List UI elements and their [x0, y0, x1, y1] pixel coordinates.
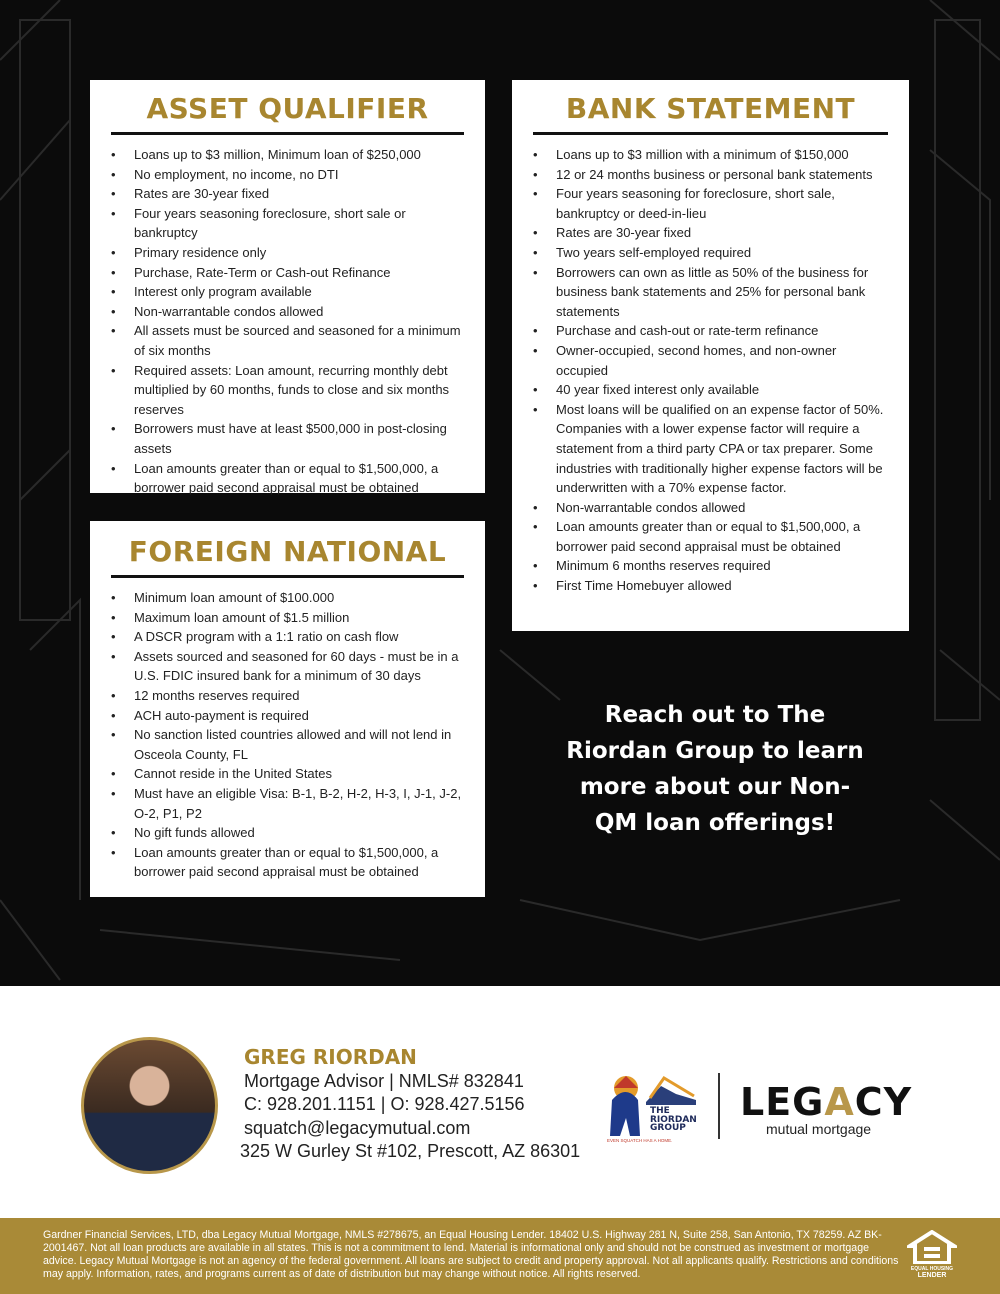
list-item: • No sanction listed countries allowed and will not lend in Osceola County, FL: [111, 725, 464, 764]
foreign-national-list: [111, 588, 464, 882]
contact-name: GREG RIORDAN: [244, 1045, 417, 1069]
list-item: • Four years seasoning foreclosure, short sale or bankruptcy: [111, 204, 464, 243]
list-item: • No employment, no income, no DTI: [111, 165, 464, 185]
list-item: • Owner-occupied, second homes, and non-owner occupied: [533, 341, 888, 380]
list-item: • Loans up to $3 million with a minimum of $150,000: [533, 145, 888, 165]
list-item: • Most loans will be qualified on an expense factor of 50%. Companies with a lower expense factor will require a statement from a third party CPA or tax preparer. Some industries with traditionally higher expense factors will be underwritten with a 70% expense factor.: [533, 400, 888, 498]
list-item: • First Time Homebuyer allowed: [533, 576, 888, 596]
legacy-logo: LEGACY: [740, 1080, 913, 1124]
list-item: • Maximum loan amount of $1.5 million: [111, 608, 464, 628]
call-to-action: Reach out to The Riordan Group to learn more about our Non-QM loan offerings!: [566, 702, 864, 836]
list-item: • Borrowers can own as little as 50% of the business for business bank statements and 25% for personal bank statements: [533, 263, 888, 322]
list-item: • Loan amounts greater than or equal to $1,500,000, a borrower paid second appraisal must be obtained: [111, 459, 464, 498]
list-item: • 12 or 24 months business or personal bank statements: [533, 165, 888, 185]
bank-statement-list: [533, 145, 888, 596]
list-item: • Rates are 30-year fixed: [111, 184, 464, 204]
contact-phones[interactable]: C: 928.201.1151 | O: 928.427.5156: [244, 1094, 525, 1114]
list-item: • Four years seasoning for foreclosure, short sale, bankruptcy or deed-in-lieu: [533, 184, 888, 223]
list-item: • Loan amounts greater than or equal to $1,500,000, a borrower paid second appraisal must be obtained: [111, 843, 464, 882]
footer-disclaimer: Gardner Financial Services, LTD, dba Legacy Mutual Mortgage, NMLS #278675, an Equal Housing Lender. 18402 U.S. Highway 281 N, Suite 258, San Antonio, TX 78259. AZ BK-2001467. Not all loan products are available in all states. This is not a commitment to lend. Material is informational only and should not be construed as investment or mortgage advice. Legacy Mutual Mortgage is not an agency of the federal government. All loans are subject to credit and property approval. Not all applicants qualify. Restrictions and conditions may apply. Information, rates, and programs current as of date of distribution but may change without notice. All rights reserved.: [43, 1229, 899, 1280]
list-item: • Required assets: Loan amount, recurring monthly debt multiplied by 60 months, funds to close and six months reserves: [111, 361, 464, 420]
list-item: • ACH auto-payment is required: [111, 706, 464, 726]
list-item: • Purchase, Rate-Term or Cash-out Refinance: [111, 263, 464, 283]
list-item: • Minimum loan amount of $100.000: [111, 588, 464, 608]
riordan-group-name: THE RIORDAN GROUP: [650, 1106, 697, 1133]
legacy-logo-subtitle: mutual mortgage: [766, 1121, 872, 1137]
list-item: • Rates are 30-year fixed: [533, 223, 888, 243]
asset-qualifier-list: [111, 145, 464, 498]
riordan-group-logo: [606, 1070, 706, 1144]
contact-info: [240, 1046, 580, 1164]
house-icon: [907, 1230, 957, 1264]
footer: [0, 1218, 1000, 1294]
contact-address: 325 W Gurley St #102, Prescott, AZ 86301: [240, 1141, 581, 1161]
list-item: • Interest only program available: [111, 282, 464, 302]
foreign-national-card: [90, 521, 485, 897]
bank-statement-title: BANK STATEMENT: [533, 92, 888, 135]
list-item: • A DSCR program with a 1:1 ratio on cash flow: [111, 627, 464, 647]
list-item: • Two years self-employed required: [533, 243, 888, 263]
riordan-tagline: EVEN SQUATCH HAS A HOME.: [607, 1138, 673, 1143]
equal-housing-lender-logo: EQUAL HOUSING LENDER: [906, 1230, 958, 1282]
asset-qualifier-title: ASSET QUALIFIER: [111, 92, 464, 135]
list-item: • All assets must be sourced and seasoned for a minimum of six months: [111, 321, 464, 360]
list-item: • Loan amounts greater than or equal to $1,500,000, a borrower paid second appraisal must be obtained: [533, 517, 888, 556]
list-item: • Non-warrantable condos allowed: [111, 302, 464, 322]
list-item: • No gift funds allowed: [111, 823, 464, 843]
contact-email[interactable]: squatch@legacymutual.com: [244, 1117, 471, 1138]
avatar: [81, 1037, 218, 1174]
bank-statement-card: [512, 80, 909, 631]
list-item: • Assets sourced and seasoned for 60 days - must be in a U.S. FDIC insured bank for a minimum of 30 days: [111, 647, 464, 686]
list-item: • Minimum 6 months reserves required: [533, 556, 888, 576]
list-item: • 40 year fixed interest only available: [533, 380, 888, 400]
list-item: • Purchase and cash-out or rate-term refinance: [533, 321, 888, 341]
list-item: • Cannot reside in the United States: [111, 764, 464, 784]
list-item: • Primary residence only: [111, 243, 464, 263]
foreign-national-title: FOREIGN NATIONAL: [111, 535, 464, 578]
list-item: • Non-warrantable condos allowed: [533, 498, 888, 518]
contact-title: Mortgage Advisor | NMLS# 832841: [244, 1070, 524, 1091]
list-item: • Must have an eligible Visa: B-1, B-2, H-2, H-3, I, J-1, J-2, O-2, P1, P2: [111, 784, 464, 823]
list-item: • Borrowers must have at least $500,000 in post-closing assets: [111, 419, 464, 458]
list-item: • Loans up to $3 million, Minimum loan of $250,000: [111, 145, 464, 165]
asset-qualifier-card: [90, 80, 485, 496]
logo-divider: [718, 1073, 720, 1139]
list-item: • 12 months reserves required: [111, 686, 464, 706]
